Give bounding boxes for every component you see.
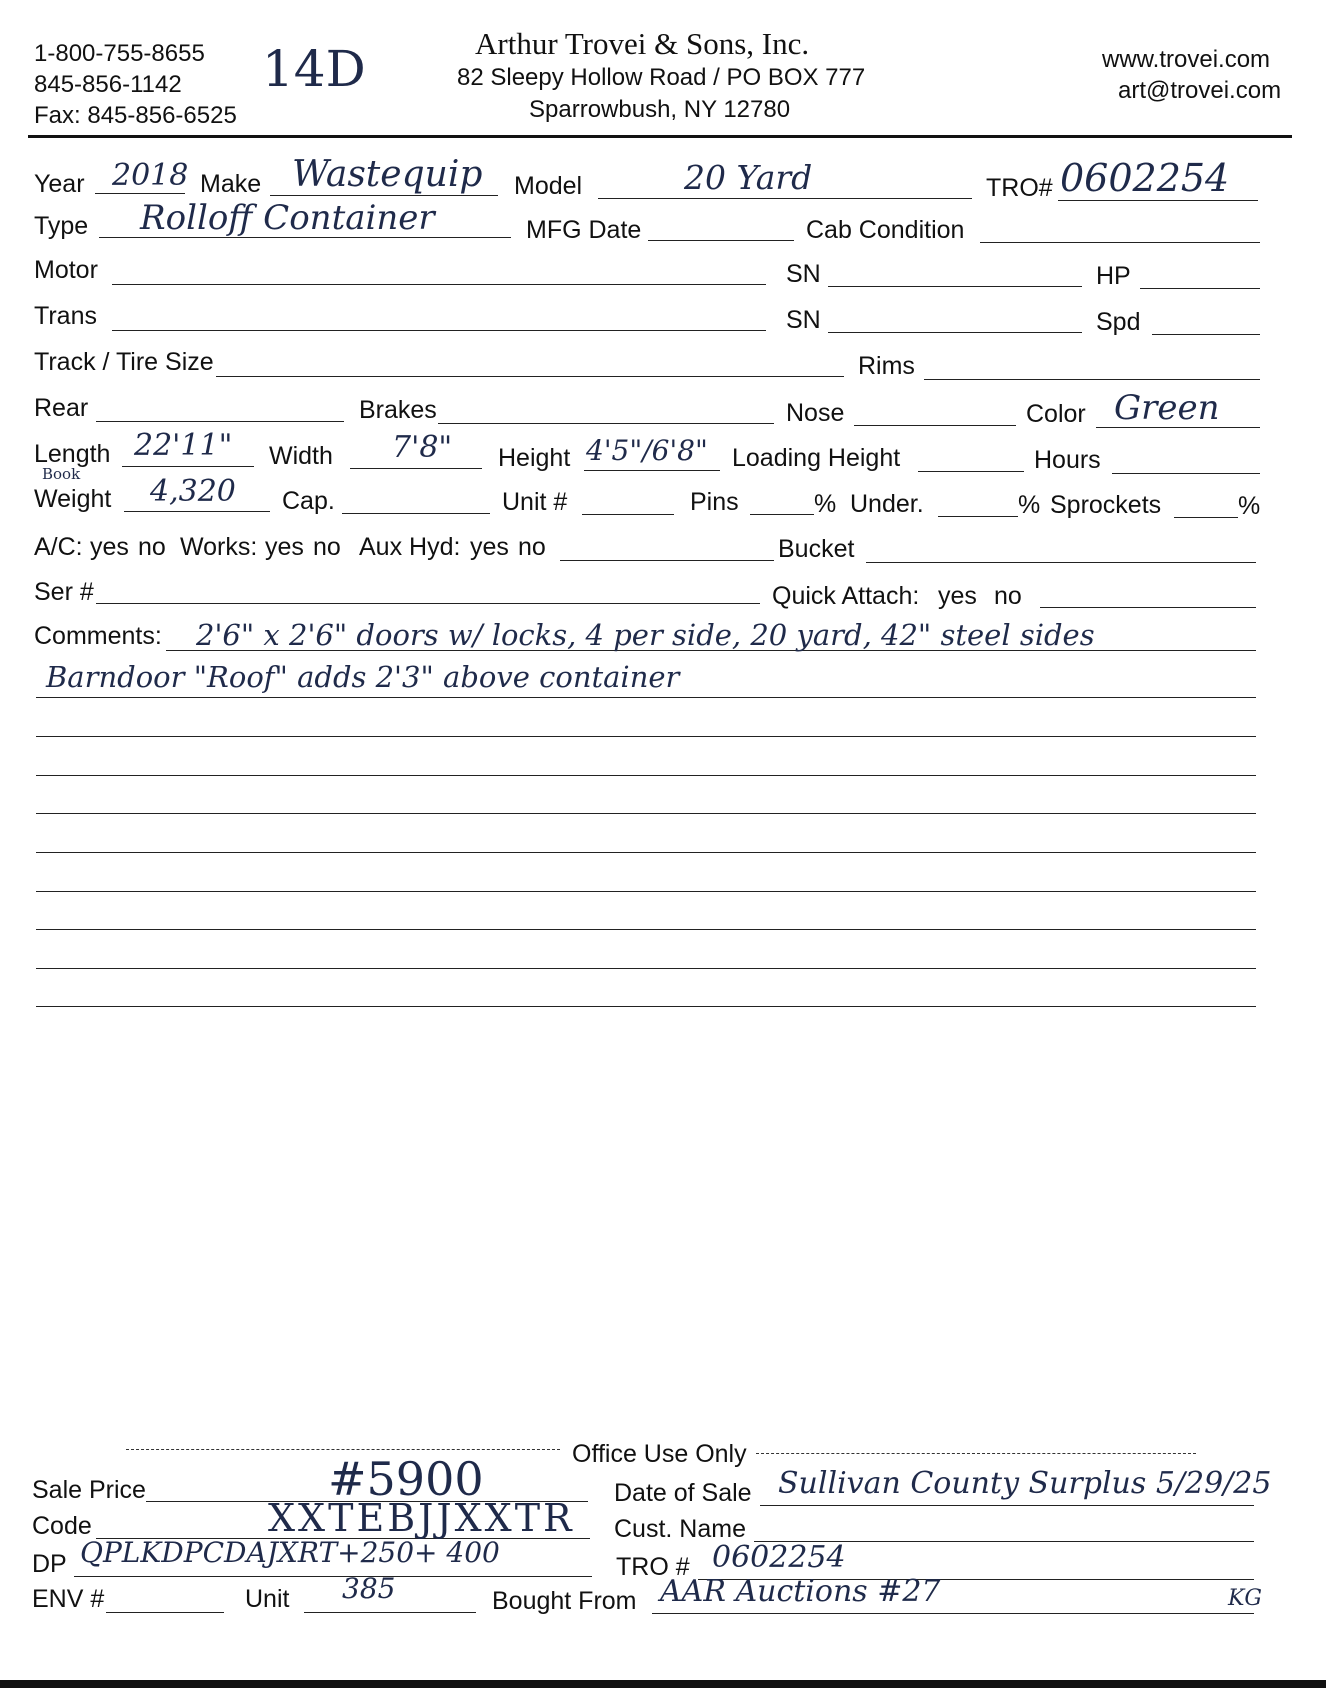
comment-line-1-text: 2'6" x 2'6" doors w/ locks, 4 per side, 20 yard, 42" steel sides [196, 618, 1095, 652]
length-line [122, 466, 254, 467]
tro-no-label: TRO # [616, 1553, 690, 1581]
color-label: Color [1026, 400, 1086, 428]
pins-line [750, 514, 814, 515]
handwritten-lot-number: 14D [262, 40, 366, 98]
weight-value: 4,320 [150, 474, 236, 509]
unit-no-label: Unit # [502, 488, 568, 516]
height-label: Height [498, 444, 571, 472]
model-label: Model [514, 172, 583, 200]
hp-line [1140, 288, 1260, 289]
sprockets-percent: % [1238, 492, 1261, 520]
office-use-heading: Office Use Only [572, 1440, 747, 1468]
loading-height-label: Loading Height [732, 444, 901, 472]
rims-label: Rims [858, 352, 915, 380]
dp-value: QPLKDPCDAJXRT+250+ 400 [80, 1536, 500, 1569]
date-of-sale-value: Sullivan County Surplus 5/29/25 [778, 1466, 1272, 1501]
mfg-date-label: MFG Date [526, 216, 642, 244]
comments-line-6 [36, 852, 1256, 853]
company-address-line2: Sparrowbush, NY 12780 [529, 96, 791, 123]
motor-label: Motor [34, 256, 98, 284]
works-label: Works: [180, 533, 258, 561]
office-divider-right [756, 1453, 1196, 1454]
spd-line [1152, 334, 1260, 335]
ser-line [96, 603, 760, 604]
rear-label: Rear [34, 394, 89, 422]
sale-price-value: #5900 [328, 1452, 484, 1506]
model-line [598, 198, 972, 199]
bought-from-line [652, 1613, 1254, 1614]
comments-line-3 [36, 736, 1256, 737]
comments-line-5 [36, 813, 1256, 814]
make-line [270, 195, 498, 196]
comments-line-10 [36, 1006, 1256, 1007]
unit-label: Unit [245, 1585, 290, 1613]
cust-name-label: Cust. Name [614, 1515, 746, 1543]
aux-hyd-no-option[interactable]: no [518, 533, 546, 561]
width-value: 7'8" [392, 430, 453, 465]
cab-condition-line [980, 242, 1260, 243]
unit-no-line [582, 514, 674, 515]
phone-number-tollfree: 1-800-755-8655 [34, 40, 205, 67]
model-value: 20 Yard [684, 158, 813, 197]
ac-no-option[interactable]: no [138, 533, 166, 561]
nose-line [854, 425, 1016, 426]
under-label: Under. [850, 490, 924, 518]
length-label: Length [34, 440, 111, 468]
tro-value: 0602254 [1060, 156, 1230, 200]
cap-label: Cap. [282, 487, 335, 515]
comments-line-2 [36, 697, 1256, 698]
brakes-label: Brakes [359, 396, 437, 424]
bought-from-label: Bought From [492, 1587, 637, 1615]
rims-line [924, 379, 1260, 380]
nose-label: Nose [786, 399, 845, 427]
env-line [106, 1612, 224, 1613]
aux-hyd-label: Aux Hyd: [359, 533, 461, 561]
quick-attach-label: Quick Attach: [772, 582, 920, 610]
dp-line [74, 1576, 592, 1577]
date-of-sale-line [760, 1505, 1254, 1506]
hours-line [1112, 473, 1260, 474]
unit-value: 385 [342, 1572, 396, 1605]
brakes-line [438, 423, 774, 424]
height-line [584, 470, 720, 471]
sprockets-label: Sprockets [1050, 491, 1162, 519]
weight-line [124, 511, 270, 512]
width-label: Width [269, 442, 333, 470]
make-label: Make [200, 170, 262, 198]
trans-line [112, 330, 766, 331]
under-line [938, 516, 1018, 517]
bought-from-value: AAR Auctions #27 [660, 1574, 941, 1609]
header-divider [28, 135, 1292, 138]
trans-label: Trans [34, 302, 97, 330]
tro-label: TRO# [986, 174, 1053, 202]
width-line [350, 468, 482, 469]
env-label: ENV # [32, 1585, 105, 1613]
code-label: Code [32, 1512, 92, 1540]
spd-label: Spd [1096, 308, 1141, 336]
date-of-sale-label: Date of Sale [614, 1479, 752, 1507]
company-website: www.trovei.com [1102, 46, 1271, 73]
comment-line-2-text: Barndoor "Roof" adds 2'3" above container [46, 660, 680, 694]
tro-line [1058, 200, 1258, 201]
hp-label: HP [1096, 262, 1131, 290]
pins-label: Pins [690, 488, 739, 516]
quick-attach-no-option[interactable]: no [994, 582, 1022, 610]
works-no-option[interactable]: no [313, 533, 341, 561]
comments-line-4 [36, 775, 1256, 776]
weight-label: Weight [34, 485, 112, 513]
clerk-initials: KG [1228, 1586, 1263, 1611]
aux-hyd-line [560, 560, 774, 561]
motor-sn-line [828, 286, 1082, 287]
loading-height-line [918, 471, 1024, 472]
code-value: XXTEBJJXXTR [268, 1496, 575, 1540]
type-value: Rolloff Container [140, 198, 435, 238]
under-percent: % [1018, 491, 1041, 519]
fax-number: Fax: 845-856-6525 [34, 102, 237, 129]
cab-condition-label: Cab Condition [806, 216, 965, 244]
ser-label: Ser # [34, 578, 94, 606]
phone-number-local: 845-856-1142 [34, 71, 182, 98]
ac-label: A/C: [34, 533, 83, 561]
dp-label: DP [32, 1550, 67, 1578]
tro-no-value: 0602254 [712, 1540, 846, 1575]
track-tire-line [216, 376, 844, 377]
hours-label: Hours [1034, 446, 1101, 474]
year-line [95, 193, 185, 194]
works-yes-option[interactable]: yes [265, 533, 304, 561]
ac-yes-option[interactable]: yes [90, 533, 129, 561]
make-value: Wastequip [292, 154, 483, 195]
comments-line-8 [36, 929, 1256, 930]
track-tire-label: Track / Tire Size [34, 348, 214, 376]
unit-line [304, 1612, 476, 1613]
color-value: Green [1114, 388, 1220, 428]
type-label: Type [34, 212, 89, 240]
trans-sn-label: SN [786, 306, 821, 334]
motor-line [112, 284, 766, 285]
sprockets-line [1174, 517, 1238, 518]
comments-label: Comments: [34, 622, 162, 650]
comments-line-7 [36, 891, 1256, 892]
pins-percent: % [814, 490, 837, 518]
company-address-line1: 82 Sleepy Hollow Road / PO BOX 777 [457, 64, 866, 91]
comments-line-9 [36, 968, 1256, 969]
mfg-date-line [648, 240, 794, 241]
year-label: Year [34, 170, 85, 198]
quick-attach-line [1040, 607, 1256, 608]
cap-line [342, 513, 490, 514]
quick-attach-yes-option[interactable]: yes [938, 582, 977, 610]
motor-sn-label: SN [786, 260, 821, 288]
bottom-scan-edge [0, 1680, 1326, 1688]
year-value: 2018 [112, 158, 189, 193]
bucket-line [866, 562, 1256, 563]
height-value: 4'5"/6'8" [586, 434, 708, 467]
weight-book-note: Book [42, 465, 81, 483]
length-value: 22'11" [134, 428, 233, 463]
bucket-label: Bucket [778, 535, 855, 563]
company-email: art@trovei.com [1118, 77, 1282, 104]
office-divider-left [126, 1449, 560, 1450]
aux-hyd-yes-option[interactable]: yes [470, 533, 509, 561]
rear-line [96, 421, 344, 422]
trans-sn-line [828, 332, 1082, 333]
company-name: Arthur Trovei & Sons, Inc. [475, 26, 810, 61]
sale-price-label: Sale Price [32, 1476, 146, 1504]
